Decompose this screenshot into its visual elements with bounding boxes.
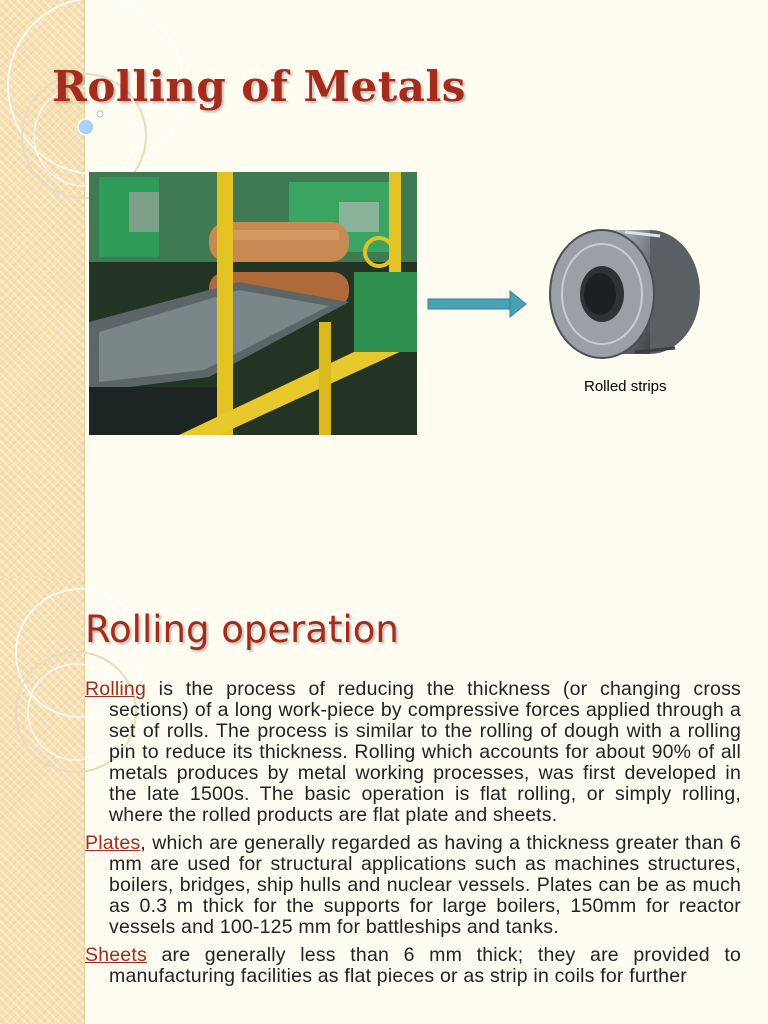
paragraph-plates xyxy=(85,833,741,938)
term-sheets-link[interactable]: Sheets xyxy=(85,944,147,966)
term-plates-link[interactable]: Plates xyxy=(85,832,141,854)
paragraph-text: , which are generally regarded as having a thickness greater than 6 mm are used for structural applications such as machines structures, boilers, bridges, ship hulls and nuclear vessels. Plates can be as much as 0.3 m thick for the supports for large boilers, 150mm for reactor vessels and 100-125 mm for battleships and tanks. xyxy=(109,832,741,938)
term-rolling-link[interactable]: Rolling xyxy=(85,678,147,700)
slide-rolling-operation xyxy=(0,578,768,1024)
arrow-right-icon xyxy=(426,289,530,321)
slide-title: Rolling operation xyxy=(85,608,399,651)
rolled-coil-image xyxy=(540,222,710,372)
image-caption: Rolled strips xyxy=(584,378,667,395)
rolling-mill-photo xyxy=(89,172,417,435)
paragraph-rolling xyxy=(85,679,741,826)
slide-title: Rolling of Metals xyxy=(52,62,466,111)
paragraph-text: is the process of reducing the thickness (or changing cross sections) of a long work-piece by compressive forces applied through a set of rolls. The process is similar to the rolling of dough with a rolling pin to reduce its thickness. Rolling which accounts for about 90% of all metals produces by metal working processes, was first developed in the late 1500s. The basic operation is flat rolling, or simply rolling, where the rolled products are flat plate and sheets. xyxy=(109,678,741,826)
paragraph-text: are generally less than 6 mm thick; they are provided to manufacturing facilities as flat pieces or as strip in coils for further xyxy=(109,944,741,987)
paragraph-sheets xyxy=(85,945,741,987)
body-text xyxy=(85,679,741,994)
